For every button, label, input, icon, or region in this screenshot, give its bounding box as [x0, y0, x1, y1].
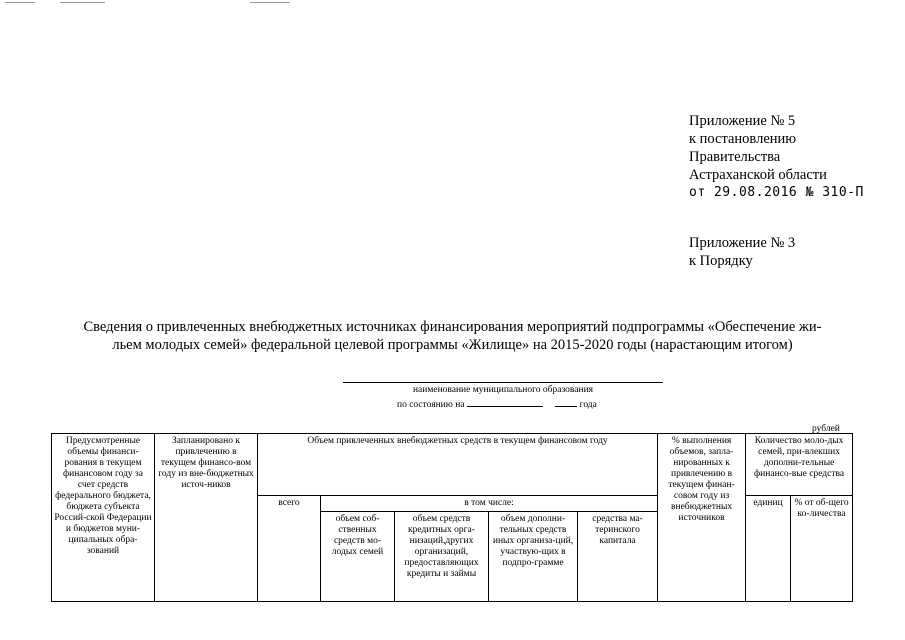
header-attracted-funds-volume: Объем привлеченных внебюджетных средств в текущем финансовом году: [258, 434, 658, 496]
header-planned-budget-volumes: Предусмотренные объемы финанси-рования в текущем финансовом году за счет средств федерального бюджета, бюджета субъекта Россий-ской Федерации и бюджетов муни-ципальных обра-зований: [52, 434, 155, 602]
header-families-percent: % от об-щего ко-личества: [791, 496, 853, 602]
header-total: всего: [258, 496, 321, 602]
municipality-label: наименование муниципального образования: [412, 385, 594, 395]
appendix-5-decree-date: от 29.08.2016 № 310-П: [689, 185, 864, 200]
title-line: Сведения о привлеченных внебюджетных источниках финансирования мероприятий подпрограммы «Обеспечение жи-: [83, 319, 822, 335]
as-of-prefix: по состоянию на: [397, 400, 465, 410]
header-including: в том числе:: [321, 496, 658, 512]
scan-artifact: [60, 2, 105, 3]
header-percent-fulfillment: % выполнения объемов, запла-нированных к привлечению в текущем финан-совом году из внебюджетных источников: [658, 434, 746, 602]
header-additional-funds: объем дополни-тельных средств иных организа-ций, участвую-щих в подпро-грамме: [489, 512, 578, 602]
appendix-5-line: к постановлению: [689, 131, 797, 147]
appendix-5-line: Астраханской области: [689, 167, 827, 183]
as-of-date-line: [397, 397, 597, 411]
units-label: рублей: [812, 424, 840, 434]
header-own-funds: объем соб-ственных средств мо-лодых семей: [321, 512, 395, 602]
as-of-date-blank: [467, 397, 543, 407]
document-title: [0, 318, 905, 354]
header-families-count: Количество моло-дых семей, при-влекших дополни-тельные финансо-вые средства: [746, 434, 853, 496]
appendix-3-line: Приложение № 3: [689, 235, 796, 251]
appendix-3-block: [689, 234, 795, 270]
municipality-field-line: [343, 382, 663, 383]
as-of-year-blank: [555, 397, 577, 407]
as-of-suffix: года: [579, 400, 597, 410]
header-families-units: единиц: [746, 496, 791, 602]
header-maternity-capital: средства ма-теринского капитала: [578, 512, 658, 602]
header-planned-extra-budget: Запланировано к привлечению в текущем финансо-вом году из вне-бюджетных источ-ников: [155, 434, 258, 602]
financing-table: [51, 433, 853, 602]
appendix-5-line: Приложение № 5: [689, 113, 796, 129]
scan-artifact: [250, 2, 290, 3]
appendix-5-block: [689, 112, 864, 202]
header-credit-funds: объем средств кредитных орга-низаций,других организаций, предоставляющих кредиты и займы: [395, 512, 489, 602]
title-line: льем молодых семей» федеральной целевой программы «Жилище» на 2015-2020 годы (нарастающим итогом): [112, 337, 793, 353]
appendix-3-line: к Порядку: [689, 253, 753, 269]
scan-artifact: [5, 2, 35, 3]
appendix-5-line: Правительства: [689, 149, 781, 165]
